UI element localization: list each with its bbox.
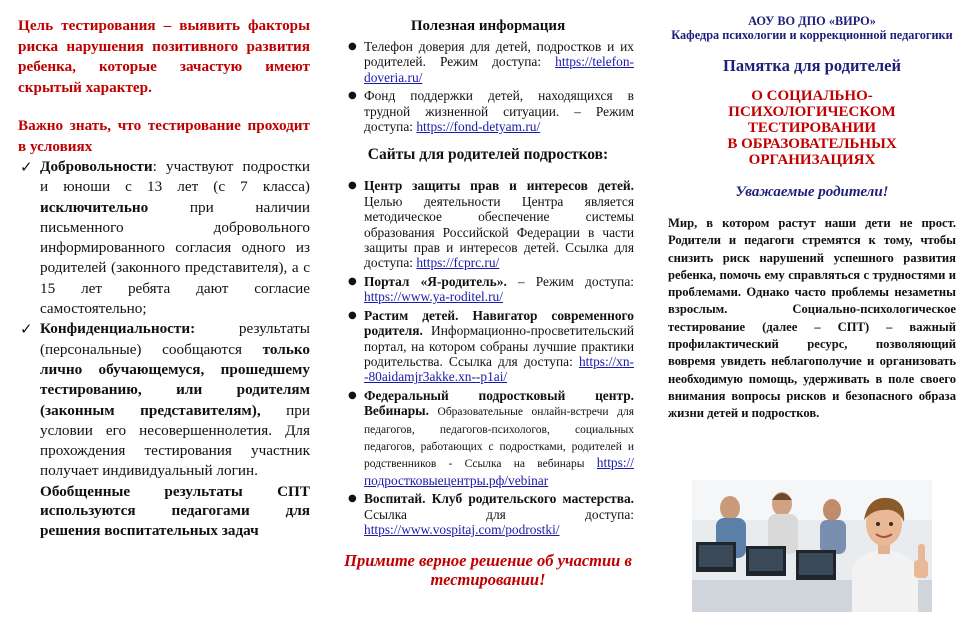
testing-goal: Цель тестирования – выявить факторы риска нарушения позитивного развития ребенка, которые зачастую имеют скрытый характер. bbox=[18, 17, 310, 96]
condition-voluntary: ✓ Добровольности: участвуют подростки и юноши с 13 лет (с 7 класса) исключительно при наличии письменного добровольного информированного согласия одного из родителей (законного представителя), а с 15 лет ребята дают согласие самостоятельно; bbox=[20, 158, 310, 318]
link-fcprc[interactable]: https://fcprc.ru/ bbox=[416, 255, 500, 271]
memo-title: Памятка для родителей bbox=[723, 56, 901, 75]
condition-confidential: ✓ Конфиденциальности: результаты (персональные) сообщаются только лично обучающемуся, прошедшему тестированию, или родителям (законным представителям), при условии его несовершеннолетия. Для прохождения тестирования участник получает индивидуальный логин. bbox=[20, 320, 310, 480]
greeting: Уважаемые родители! bbox=[735, 184, 889, 200]
bullet-icon: ● bbox=[348, 309, 357, 321]
site-item: ● Воспитай. Клуб родительского мастерства. Ссылка для доступа: https://www.vospitaj.com/podrostki/ bbox=[348, 491, 634, 537]
important-note: Важно знать, что тестирование проходит в условиях bbox=[18, 117, 310, 155]
department-name: Кафедра психологии и коррекционной педагогики bbox=[671, 28, 953, 42]
site-item: ● Федеральный подростковый центр. Вебинары. Образовательные онлайн-встречи для педагогов, педагогов-психологов, социальных педагогов, работающих с подростками, родителей и родственников - Ссылка на вебинары https://подростковыецентры.рф/vebinar bbox=[348, 387, 634, 488]
sites-title: Сайты для родителей подростков: bbox=[367, 146, 609, 164]
bullet-icon: ● bbox=[348, 41, 357, 52]
middle-panel bbox=[342, 0, 634, 634]
site-item: ● Портал «Я-родитель». – Режим доступа: https://www.ya-roditel.ru/ bbox=[348, 273, 634, 305]
bullet-icon: ● bbox=[348, 389, 357, 401]
decision-callout: Примите верное решение об участии в тестировании! bbox=[344, 551, 632, 590]
bullet-icon: ● bbox=[348, 90, 357, 102]
link-podrostkovye-centry[interactable]: https://подростковыецентры.рф/vebinar bbox=[364, 455, 634, 488]
link-rastim-detey[interactable]: https://xn--80aidamjr3akke.xn--p1ai/ bbox=[364, 353, 634, 385]
summary-text: Обобщенные результаты СПТ используются педагогами для решения воспитательных задач bbox=[40, 482, 310, 539]
link-ya-roditel[interactable]: https://www.ya-roditel.ru/ bbox=[364, 289, 503, 305]
useful-item: ● Фонд поддержки детей, находящихся в трудной жизненной ситуации. – Режим доступа: https://fond-detyam.ru/ bbox=[348, 88, 634, 135]
org-name: АОУ ВО ДПО «ВИРО» bbox=[748, 14, 876, 28]
checkmark-icon: ✓ bbox=[20, 158, 33, 176]
site-item: ● Растим детей. Навигатор современного родителя. Информационно-просветительский портал, на котором собраны лучшие практики родительства. Ссылка для доступа: https://xn--80aidamjr3akke.xn--p1ai/ bbox=[348, 307, 634, 385]
link-vospitaj[interactable]: https://www.vospitaj.com/podrostki/ bbox=[364, 521, 560, 537]
bullet-icon: ● bbox=[348, 275, 357, 287]
bullet-icon: ● bbox=[348, 493, 357, 505]
left-panel bbox=[18, 0, 310, 634]
site-item: ● Центр защиты прав и интересов детей. Целью деятельности Центра является методическое обеспечение системы образования Российской Федерации в части защиты прав и интересов детей. Ссылка для доступа: https://fcprc.ru/ bbox=[348, 178, 634, 271]
photo-illustration bbox=[692, 480, 932, 612]
checkmark-icon: ✓ bbox=[20, 320, 33, 339]
useful-info-title: Полезная информация bbox=[410, 18, 566, 34]
students-at-computers-photo bbox=[692, 480, 932, 612]
link-fond-detyam[interactable]: https://fond-detyam.ru/ bbox=[416, 119, 541, 135]
useful-item: ● Телефон доверия для детей, подростков и их родителей. Режим доступа: https://telefon-doveria.ru/ bbox=[348, 39, 634, 85]
link-telefon-doveria[interactable]: https://telefon-doveria.ru/ bbox=[364, 54, 634, 85]
intro-text: Мир, в котором растут наши дети не прост. Родители и педагоги стремятся к тому, чтобы снизить риск нарушений успешного развития ребенка, помочь ему справляться с трудностями и проблемами. Однако часто проблемы незаметны взрослым. Социально-психологическое тестирование (далее – СПТ) – важный профилактический ресурс, позволяющий вовремя увидеть неблагополучие и организовать необходимую помощь, удерживать в поле своего внимания вопросы рисков и безопасного образа жизни детей и подростков. bbox=[668, 216, 956, 421]
topic-title: О СОЦИАЛЬНО- ПСИХОЛОГИЧЕСКОМ ТЕСТИРОВАНИИ В ОБРАЗОВАТЕЛЬНЫХ ОРГАНИЗАЦИЯХ bbox=[727, 88, 897, 168]
bullet-icon: ● bbox=[348, 180, 357, 192]
